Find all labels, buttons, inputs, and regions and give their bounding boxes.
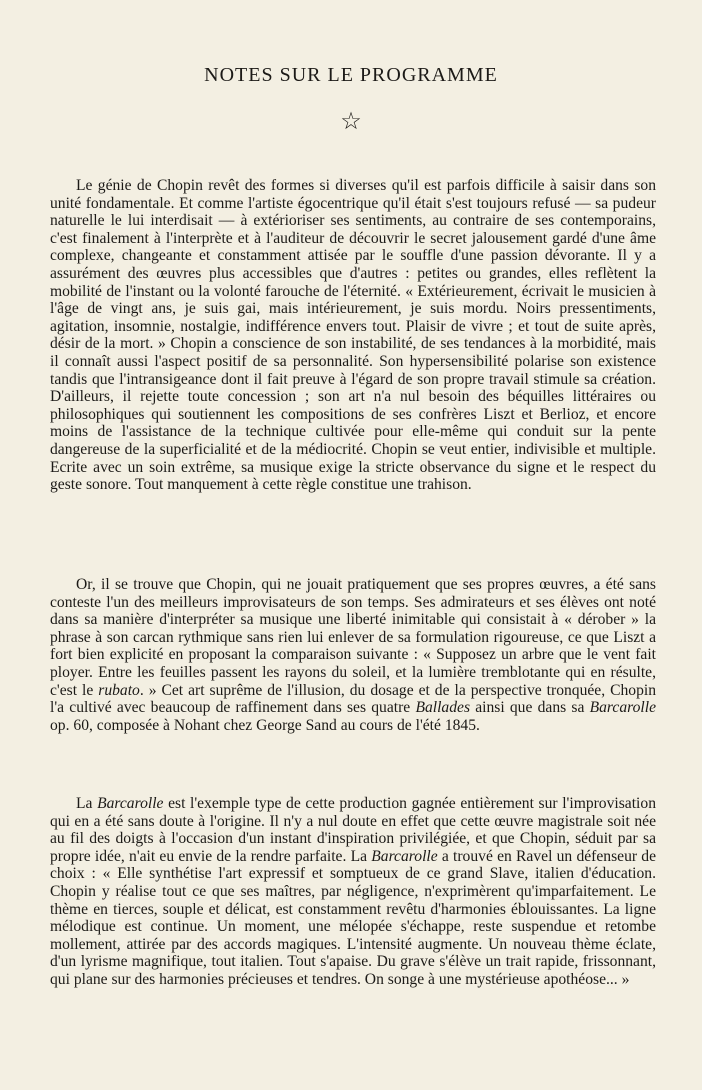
italic-text: Barcarolle (589, 699, 656, 717)
text-run: op. 60, composée à Nohant chez George Sand au cours de l'été 1845. (50, 716, 480, 734)
text-run: ainsi que dans sa (470, 699, 590, 717)
star-ornament-icon: ☆ (340, 109, 362, 135)
text-run: est l'exemple type de cette production gagnée entièrement sur l'improvisation qui en a été sans doute à l'origine. Il n'y a nul doute en effet que cette œuvre magistrale soit née au fil des doigts à l'occasion d'un instant d'inspiration privilégiée, et que Chopin, séduit par sa propre idée, n'ait eu envie de la rendre parfaite. La (50, 795, 656, 865)
text-run: Or, il se trouve que Chopin, qui ne jouait pratiquement que ses propres œuvres, a été sans conteste l'un des meilleurs improvisateurs de son temps. Ses admirateurs et ses élèves ont noté dans sa manière d'interpréter sa musique une liberté inimitable qui consistait à « dérober » la phrase à son carcan rythmique sans rien lui enlever de sa formulation rigoureuse, ce que Liszt a fort bien explicité en proposant la comparaison suivante : « Supposez un arbre que le vent fait ployer. Entre les feuilles passent les rayons du soleil, et la lumière tremblotante qui en résulte, c'est le (50, 576, 656, 699)
text-run: . » Cet art suprême de l'illusion, du dosage et de la perspective tronquée, Chopin l'a cultivé avec beaucoup de raffinement dans ses quatre (50, 681, 657, 717)
text-run: La (76, 795, 98, 812)
italic-text: rubato (98, 681, 140, 699)
italic-text: Ballades (415, 699, 471, 717)
paragraph-1 (50, 177, 656, 494)
italic-text: Barcarolle (97, 795, 164, 812)
italic-text: Barcarolle (371, 847, 438, 865)
paragraph-3 (50, 795, 656, 989)
text-run: a trouvé en Ravel un défenseur de choix : « Elle synthétise l'art expressif et somptueux de ce grand Slave, italien d'éducation. Chopin y réalise tout ce que ses maîtres, par négligence, n'exprimèrent qu'imparfaitement. Le thème en tierces, souple et délicat, est constamment revêtu d'harmonies éblouissantes. La ligne mélodique est continue. Un moment, une mélopée s'échappe, reste suspendue et retombe mollement, attirée par des accords magiques. L'intensité augmente. Un nouveau thème éclate, d'un lyrisme magnifique, tout italien. Tout s'apaise. Du grave s'élève un trait rapide, frissonnant, qui plane sur des harmonies précieuses et tendres. On songe à une mystérieuse apothéose... » (50, 847, 656, 988)
paragraph-2 (50, 576, 656, 734)
text-run: Le génie de Chopin revêt des formes si diverses qu'il est parfois difficile à saisir dans son unité fondamentale. Et comme l'artiste égocentrique qu'il était s'est toujours refusé — sa pudeur naturelle le lui interdisait — à extérioriser ses sentiments, au contraire de ses contemporains, c'est finalement à l'interprète et à l'auditeur de découvrir le secret jalousement gardé d'une âme complexe, changeante et constamment attisée par le souffle d'une passion dévorante. Il y a assurément des œuvres plus accessibles que d'autres : petites ou grandes, elles reflètent la mobilité de l'instant ou la volonté farouche de l'éternité. « Extérieurement, écrivait le musicien à l'âge de vingt ans, je suis gai, mais intérieurement, je suis mordu. Noirs pressentiments, agitation, insomnie, nostalgie, indifférence envers tout. Plaisir de vivre ; et tout de suite après, désir de la mort. » Chopin a conscience de son instabilité, de ses tendances à la morbidité, mais il connaît aussi l'aspect positif de sa personnalité. Son hypersensibilité polarise son existence tandis que l'intransigeance dont il fait preuve à l'égard de son propre travail stimule sa création. D'ailleurs, il rejette toute concession ; son art n'a nul besoin des béquilles littéraires ou philosophiques qui soutiennent les compositions de ses confrères Liszt et Berlioz, et encore moins de l'assistance de la technique cultivée pour elle-même qui conduit sur la pente dangereuse de la superficialité et de la médiocrité. Chopin se veut entier, indivisible et multiple. Ecrite avec un soin extrême, sa musique exige la stricte observance du signe et le respect du geste sonore. Tout manquement à cette règle constitue une trahison. (50, 177, 656, 494)
page-title: NOTES SUR LE PROGRAMME (204, 64, 498, 86)
